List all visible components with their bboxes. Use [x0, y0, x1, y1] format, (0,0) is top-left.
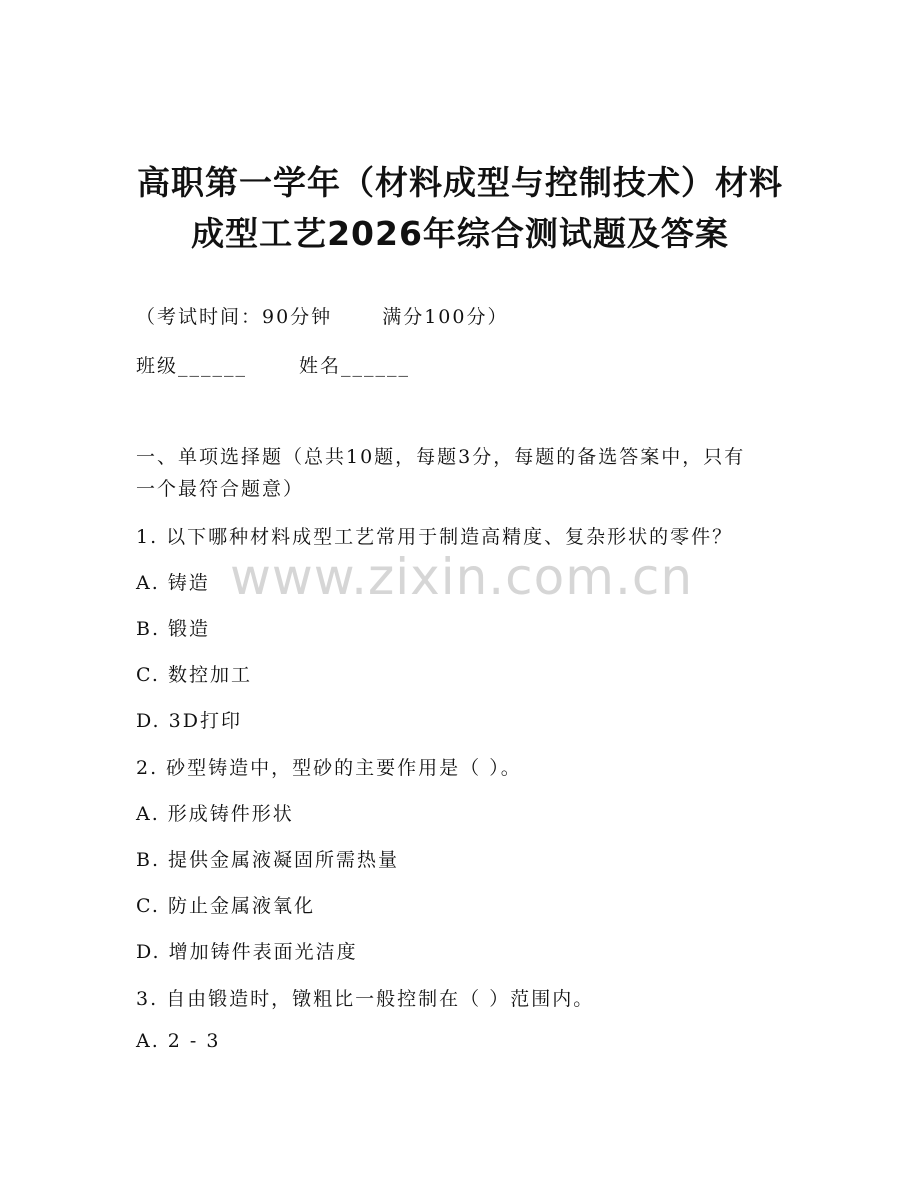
question-1-option-c: C. 数控加工	[136, 664, 252, 686]
document-title-line-1: 高职第一学年（材料成型与控制技术）材料	[137, 163, 783, 202]
question-1-stem: 1. 以下哪种材料成型工艺常用于制造高精度、复杂形状的零件？	[136, 526, 734, 548]
question-3-option-a: A. 2 - 3	[136, 1030, 221, 1052]
exam-time: （考试时间：90分钟	[136, 306, 333, 328]
document-title-line-2: 成型工艺2026年综合测试题及答案	[191, 214, 729, 253]
question-2-option-b: B. 提供金属液凝固所需热量	[136, 849, 400, 871]
watermark-text: www.zixin.com.cn	[230, 548, 694, 606]
student-fields	[136, 351, 410, 378]
exam-score: 满分100分）	[382, 306, 509, 328]
question-1-option-b: B. 锻造	[136, 618, 211, 640]
question-1-option-d: D. 3D打印	[136, 710, 242, 732]
question-2-option-c: C. 防止金属液氧化	[136, 895, 315, 917]
class-field: 班级______	[136, 355, 248, 377]
section-heading-line-2: 一个最符合题意）	[136, 478, 305, 500]
question-2-option-a: A. 形成铸件形状	[136, 803, 294, 825]
question-2-stem: 2. 砂型铸造中，型砂的主要作用是（ ）。	[136, 757, 522, 779]
exam-info	[136, 302, 508, 329]
question-3-stem: 3. 自由锻造时，镦粗比一般控制在（ ）范围内。	[136, 988, 595, 1010]
section-heading-line-1: 一、单项选择题（总共10题，每题3分，每题的备选答案中，只有	[136, 446, 746, 468]
name-field: 姓名______	[299, 355, 411, 377]
question-2-option-d: D. 增加铸件表面光洁度	[136, 941, 358, 963]
question-1-option-a: A. 铸造	[136, 572, 210, 594]
